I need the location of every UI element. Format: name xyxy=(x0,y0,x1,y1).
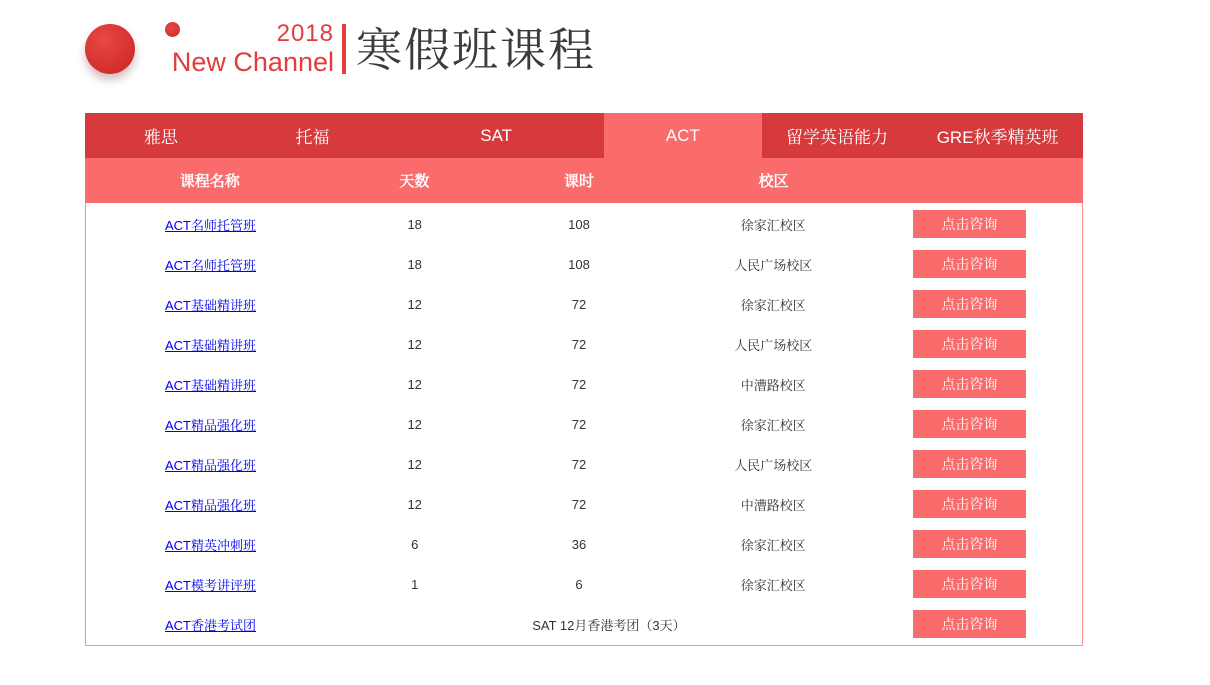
column-header-hours: 课时 xyxy=(563,173,594,190)
hours-value: 36 xyxy=(571,536,587,552)
days-value: 12 xyxy=(407,416,422,432)
page-title: 寒假班课程 xyxy=(356,24,596,77)
table-row xyxy=(86,484,1082,524)
table-row xyxy=(86,604,1082,644)
action-cell xyxy=(883,530,1082,558)
hours-value: 6 xyxy=(575,576,583,592)
table-row xyxy=(86,404,1082,444)
table-row xyxy=(86,364,1082,404)
consult-button[interactable]: 点击咨询 xyxy=(913,530,1026,558)
consult-button[interactable]: 点击咨询 xyxy=(913,490,1026,518)
table-body xyxy=(85,203,1083,646)
campus-value: 徐家汇校区 xyxy=(740,217,806,233)
table-row xyxy=(86,564,1082,604)
days-value: 6 xyxy=(411,536,419,552)
campus-value: 中漕路校区 xyxy=(740,497,806,513)
tab-act[interactable]: ACT xyxy=(604,113,762,158)
course-link[interactable]: ACT基础精讲班 xyxy=(164,297,256,313)
table-row xyxy=(86,204,1082,244)
column-header-course: 课程名称 xyxy=(179,173,240,190)
course-link[interactable]: ACT模考讲评班 xyxy=(164,577,256,593)
days-value: 1 xyxy=(411,576,419,592)
tab-study-abroad-english[interactable]: 留学英语能力 xyxy=(762,113,913,158)
consult-button[interactable]: 点击咨询 xyxy=(913,570,1026,598)
column-header-campus: 校区 xyxy=(758,173,789,190)
hours-value: 72 xyxy=(571,296,587,312)
action-cell xyxy=(883,210,1082,238)
tab-bar xyxy=(85,113,1083,158)
brand-year: 2018 xyxy=(276,20,334,47)
brand-name: New Channel xyxy=(171,47,334,77)
course-link[interactable]: ACT名师托管班 xyxy=(164,257,256,273)
campus-value: 人民广场校区 xyxy=(734,257,813,273)
hours-value: 72 xyxy=(571,456,587,472)
title-separator xyxy=(342,24,346,74)
table-row xyxy=(86,444,1082,484)
action-cell xyxy=(883,250,1082,278)
days-value: 12 xyxy=(407,336,422,352)
hours-value: 72 xyxy=(571,336,587,352)
tab-gre-autumn-elite[interactable]: GRE秋季精英班 xyxy=(912,113,1083,158)
action-cell xyxy=(883,330,1082,358)
brand-header xyxy=(85,14,596,76)
course-link[interactable]: ACT精品强化班 xyxy=(164,497,256,513)
course-link[interactable]: ACT精品强化班 xyxy=(164,457,256,473)
campus-value: 徐家汇校区 xyxy=(740,537,806,553)
course-link[interactable]: ACT精英冲刺班 xyxy=(164,537,256,553)
table-row xyxy=(86,524,1082,564)
course-link[interactable]: ACT香港考试团 xyxy=(164,617,256,633)
brand-logo-dot-icon xyxy=(165,22,180,37)
hours-value: 72 xyxy=(571,416,587,432)
hours-value: 108 xyxy=(568,216,590,232)
table-header-row xyxy=(85,158,1083,203)
campus-value: 人民广场校区 xyxy=(734,337,813,353)
action-cell xyxy=(883,450,1082,478)
consult-button[interactable]: 点击咨询 xyxy=(913,450,1026,478)
action-cell xyxy=(883,290,1082,318)
course-link[interactable]: ACT精品强化班 xyxy=(164,417,256,433)
days-value: 12 xyxy=(407,296,422,312)
action-cell xyxy=(883,570,1082,598)
consult-button[interactable]: 点击咨询 xyxy=(913,210,1026,238)
hours-value: 72 xyxy=(571,376,587,392)
table-row xyxy=(86,244,1082,284)
course-link[interactable]: ACT名师托管班 xyxy=(164,217,256,233)
brand-logo-text xyxy=(159,22,334,76)
campus-value: 徐家汇校区 xyxy=(740,577,806,593)
consult-button[interactable]: 点击咨询 xyxy=(913,290,1026,318)
tab-sat[interactable]: SAT xyxy=(388,113,604,158)
action-cell xyxy=(883,370,1082,398)
action-cell xyxy=(883,490,1082,518)
campus-value: 中漕路校区 xyxy=(740,377,806,393)
days-value: 12 xyxy=(407,456,422,472)
days-value: 12 xyxy=(407,376,422,392)
consult-button[interactable]: 点击咨询 xyxy=(913,330,1026,358)
brand-logo-circle xyxy=(85,24,135,74)
hours-value: 108 xyxy=(568,256,590,272)
action-cell xyxy=(883,610,1082,638)
campus-value: 人民广场校区 xyxy=(734,457,813,473)
table-row xyxy=(86,284,1082,324)
campus-value: 徐家汇校区 xyxy=(740,297,806,313)
tab-ielts[interactable]: 雅思 xyxy=(85,113,237,158)
table-row xyxy=(86,324,1082,364)
consult-button[interactable]: 点击咨询 xyxy=(913,410,1026,438)
days-value: 18 xyxy=(407,216,422,232)
consult-button[interactable]: 点击咨询 xyxy=(913,610,1026,638)
course-link[interactable]: ACT基础精讲班 xyxy=(164,377,256,393)
tab-toefl[interactable]: 托福 xyxy=(237,113,389,158)
campus-value: 徐家汇校区 xyxy=(740,417,806,433)
hours-value: 72 xyxy=(571,496,587,512)
consult-button[interactable]: 点击咨询 xyxy=(913,250,1026,278)
consult-button[interactable]: 点击咨询 xyxy=(913,370,1026,398)
action-cell xyxy=(883,410,1082,438)
merged-note: SAT 12月香港考团（3天） xyxy=(532,617,686,633)
days-value: 12 xyxy=(407,496,422,512)
days-value: 18 xyxy=(407,256,422,272)
course-panel xyxy=(85,113,1083,646)
column-header-days: 天数 xyxy=(399,173,430,190)
course-link[interactable]: ACT基础精讲班 xyxy=(164,337,256,353)
